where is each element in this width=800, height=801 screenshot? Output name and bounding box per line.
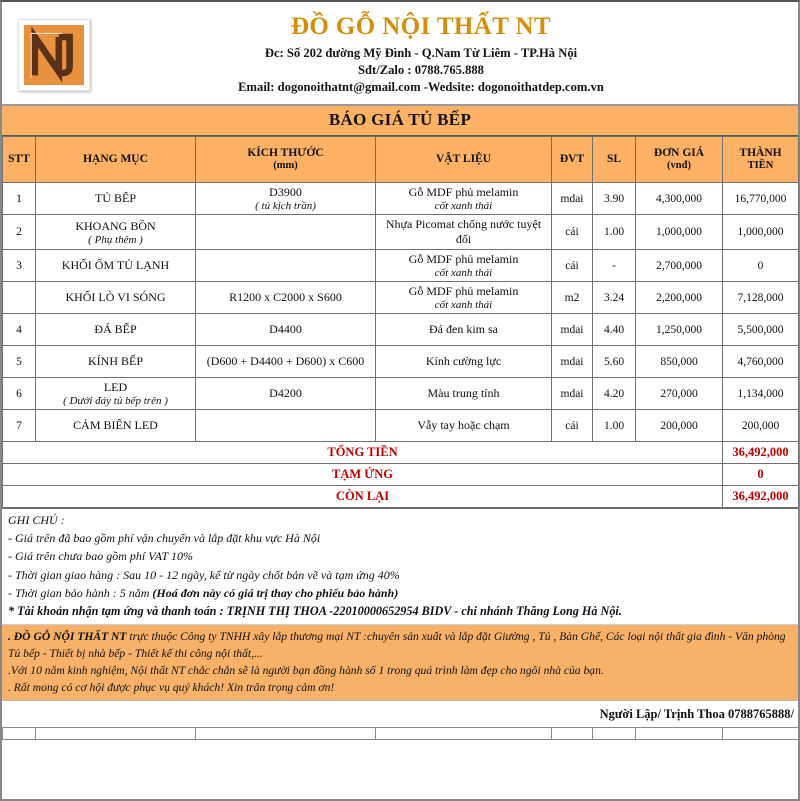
cell-amount-text: 1,134,000 [737,387,784,400]
cell-price [636,314,723,346]
letterhead-text [90,12,792,96]
warranty-text: - Thời gian bảo hành : 5 năm [8,585,150,600]
cell-stt-text: 7 [16,419,22,432]
cell-stt [3,215,36,250]
footer-grid [2,727,799,740]
cell-item-sub: ( Dưới đáy tủ bếp trên ) [63,395,168,407]
cell-price [636,378,723,410]
total-value: 36,492,000 [723,442,799,464]
cell-item-text: KHOANG BỒN [75,218,156,233]
note-line-3: - Thời gian giao hàng : Sau 10 - 12 ngày, kể từ ngày chốt bản vẽ và tạm ứng 40% [8,567,400,582]
cell-price-text: 1,000,000 [656,226,702,238]
signature-line: Người Lập/ Trịnh Thoa 0788765888/ [2,700,798,727]
cell-material-text: Màu trung tính [427,386,500,400]
cell-item-sub: ( Phụ thêm ) [88,233,143,246]
footer-cell [552,728,593,740]
cell-sl-text: 4.40 [603,323,625,336]
col-header-item: HẠNG MỤC [36,137,196,183]
cell-sl-text: 4.20 [603,387,625,400]
cell-amount-text: 4,760,000 [737,355,784,368]
cell-amount [723,378,799,410]
footer-cell [723,728,799,740]
cell-amount [723,282,799,314]
cell-item [36,215,196,250]
notes-section [2,508,798,624]
company-email-website: Email: dogonoithatnt@gmail.com -Wedsite: dogonoithatdep.com.vn [238,80,604,95]
footer-cell [593,728,636,740]
col-header-price-unit: (vnđ) [667,160,691,172]
note-line-2: - Giá trên chưa bao gồm phí VAT 10% [8,549,193,564]
cell-dvt-text: cái [565,226,579,238]
cell-amount-text: 16,770,000 [734,192,787,205]
cell-stt [3,314,36,346]
cell-material [376,183,552,215]
cell-dvt [552,410,593,442]
cell-item-text: KHỐI ỐM TỦ LẠNH [61,258,170,272]
col-header-stt: STT [3,137,36,183]
footer-cell [636,728,723,740]
table-row [3,183,799,215]
cell-dvt [552,215,593,250]
cell-price [636,250,723,282]
promo-brand-name: . ĐỒ GỖ NỘI THẤT NT [8,629,127,643]
cell-price [636,215,723,250]
cell-dvt [552,183,593,215]
cell-amount-text: 0 [757,259,764,272]
cell-material-text: Đá đen kim sa [429,322,498,336]
total-row [3,464,799,486]
bank-account-line: * Tài khoản nhận tạm ứng và thanh toán : TRỊNH THỊ THOA -22010000652954 BIDV - chi nhánh Thăng Long Hà Nội. [8,604,622,619]
cell-price [636,282,723,314]
cell-material [376,314,552,346]
cell-sl [593,282,636,314]
cell-size-text: R1200 x C2000 x S600 [229,290,342,304]
cell-amount [723,250,799,282]
cell-material [376,282,552,314]
footer-cell [196,728,376,740]
footer-grid-row [3,728,799,740]
col-header-size-unit: (mm) [273,160,298,172]
cell-material [376,346,552,378]
cell-material-sub: cốt xanh thái [434,299,493,311]
table-row [3,410,799,442]
cell-material-text: Nhựa Picomat chống nước tuyệt đối [385,217,542,246]
cell-size [196,410,376,442]
total-value: 36,492,000 [723,486,799,508]
cell-stt [3,378,36,410]
cell-size [196,183,376,215]
cell-material-sub: cốt xanh thái [434,200,493,212]
cell-size [196,250,376,282]
cell-size-text: D4200 [269,386,302,400]
cell-item [36,346,196,378]
cell-price-text: 2,700,000 [656,259,702,272]
cell-amount-text: 1,000,000 [737,226,784,238]
cell-material-text: Kính cường lực [425,354,502,368]
footer-cell [36,728,196,740]
table-row [3,215,799,250]
cell-price-text: 4,300,000 [656,192,702,205]
cell-stt-text: 2 [16,226,22,238]
cell-dvt [552,250,593,282]
cell-item-text: KÍNH BẾP [87,354,143,368]
total-row [3,486,799,508]
cell-stt-text: 1 [16,192,22,205]
total-row [3,442,799,464]
cell-size [196,215,376,250]
table-row [3,282,799,314]
company-phone: Sđt/Zalo : 0788.765.888 [358,63,484,78]
total-label: TẠM ỨNG [3,464,723,486]
cell-dvt-text: mdai [560,192,584,205]
cell-stt-text: 4 [16,323,22,336]
cell-price [636,346,723,378]
cell-amount [723,314,799,346]
cell-dvt-text: cái [565,259,579,272]
cell-item [36,183,196,215]
cell-dvt [552,314,593,346]
col-header-material: VẬT LIỆU [376,137,552,183]
cell-sl [593,250,636,282]
col-header-amount-line1: THÀNH [739,146,782,159]
cell-sl [593,215,636,250]
promo-line-4: . Rất mong có cơ hội được phục vụ quý khách! Xin trân trọng cảm ơn! [8,681,335,695]
cell-material [376,378,552,410]
total-value: 0 [723,464,799,486]
cell-dvt-text: cái [565,419,579,432]
cell-size-sub: ( tủ kịch trần) [255,200,316,212]
promo-block [2,624,798,701]
cell-item [36,314,196,346]
note-line-1: - Giá trên đã bao gồm phí vận chuyển và lắp đặt khu vực Hà Nội [8,531,321,546]
cell-item [36,282,196,314]
cell-dvt-text: mdai [560,387,584,400]
table-row [3,314,799,346]
cell-stt [3,346,36,378]
cell-item [36,378,196,410]
cell-material [376,250,552,282]
cell-dvt [552,378,593,410]
notes-heading: GHI CHÚ : [8,513,65,527]
total-label: CÒN LẠI [3,486,723,508]
cell-sl [593,183,636,215]
cell-amount-text: 200,000 [741,419,780,432]
cell-stt [3,282,36,314]
cell-size [196,378,376,410]
cell-stt [3,250,36,282]
cell-stt-text: 6 [16,387,22,400]
note-warranty-line [8,584,792,602]
cell-item [36,250,196,282]
footer-cell [376,728,552,740]
table-body [3,183,799,508]
promo-line-2: Tủ bếp - Thiết bị nhà bếp - Thiết kế thi công nội thất,... [8,646,263,660]
cell-sl [593,346,636,378]
cell-price-text: 270,000 [660,387,698,400]
cell-sl-text: 1.00 [603,226,625,238]
table-header [3,137,799,183]
cell-amount [723,215,799,250]
cell-material [376,410,552,442]
cell-dvt [552,282,593,314]
cell-sl [593,378,636,410]
warranty-invoice-note: (Hoá đơn này có giá trị thay cho phiếu bảo hành) [152,585,399,600]
company-name: ĐỒ GỖ NỘI THẤT NT [290,13,552,41]
cell-stt [3,183,36,215]
cell-item [36,410,196,442]
cell-sl-text: 5.60 [603,355,625,368]
cell-price-text: 850,000 [660,355,698,368]
cell-sl-text: - [612,259,616,272]
cell-price-text: 2,200,000 [656,291,702,304]
cell-item-text: KHỐI LÒ VI SÓNG [65,290,166,304]
cell-size [196,346,376,378]
cell-item-text: CẢM BIẾN LED [73,418,158,432]
cell-amount [723,183,799,215]
cell-material-text: Vẫy tay hoặc chạm [417,418,510,432]
cell-dvt-text: mdai [560,355,584,368]
col-header-price [636,137,723,183]
cell-price-text: 1,250,000 [656,323,702,336]
cell-price [636,183,723,215]
cell-stt [3,410,36,442]
cell-item-text: LED [103,380,128,394]
col-header-dvt: ĐVT [552,137,593,183]
cell-material-text: Gỗ MDF phủ melamin [408,284,519,298]
cell-amount-text: 5,500,000 [737,323,784,336]
col-header-amount-line2: TIỀN [747,160,774,172]
promo-line-1-rest: trực thuộc Công ty TNHH xây lắp thương mại NT :chuyên sản xuất và lắp đặt Giường , Tủ , Bàn Ghế, Các loại nội thất gia đình - Văn phòng [126,629,786,643]
cell-item-text: TỦ BẾP [94,191,136,205]
col-header-size [196,137,376,183]
cell-stt-text: 5 [16,355,22,368]
table-row [3,250,799,282]
col-header-size-label: KÍCH THƯỚC [247,146,324,159]
cell-amount [723,346,799,378]
cell-price [636,410,723,442]
cell-sl [593,410,636,442]
cell-amount [723,410,799,442]
quotation-table [2,136,799,508]
cell-size-text: D3900 [269,185,302,199]
cell-price-text: 200,000 [660,419,698,432]
cell-dvt [552,346,593,378]
cell-material-sub: cốt xanh thái [434,267,493,279]
company-address: Đc: Số 202 đường Mỹ Đình - Q.Nam Từ Liêm - TP.Hà Nội [264,45,578,60]
logo-monogram-icon [24,25,84,85]
cell-sl [593,314,636,346]
footer-cell [3,728,36,740]
company-logo [18,19,90,91]
cell-dvt-text: mdai [560,323,584,336]
table-row [3,346,799,378]
cell-size [196,282,376,314]
cell-material-text: Gỗ MDF phủ melamin [408,252,519,266]
letterhead [2,2,798,106]
cell-item-text: ĐÁ BẾP [94,322,137,336]
cell-material-text: Gỗ MDF phủ melamin [408,185,519,199]
col-header-sl: SL [593,137,636,183]
document-title: BÁO GIÁ TỦ BẾP [2,106,798,136]
cell-amount-text: 7,128,000 [737,291,784,304]
cell-sl-text: 1.00 [603,419,625,432]
cell-sl-text: 3.24 [603,291,625,304]
cell-sl-text: 3.90 [603,192,625,205]
col-header-amount [723,137,799,183]
cell-material [376,215,552,250]
cell-dvt-text: m2 [564,291,580,304]
cell-size-text: D4400 [269,322,302,336]
cell-stt-text: 3 [16,259,22,272]
promo-line-1 [8,628,792,645]
total-label: TỔNG TIỀN [3,442,723,464]
table-row [3,378,799,410]
promo-line-3: .Với 10 năm kinh nghiệm, Nội thất NT chắc chắn sẽ là người bạn đồng hành số 1 trong quá trình làm đẹp cho ngôi nhà của bạn. [8,664,604,678]
col-header-price-label: ĐƠN GIÁ [653,146,705,159]
cell-size-text: (D600 + D4400 + D600) x C600 [206,354,365,368]
cell-size [196,314,376,346]
